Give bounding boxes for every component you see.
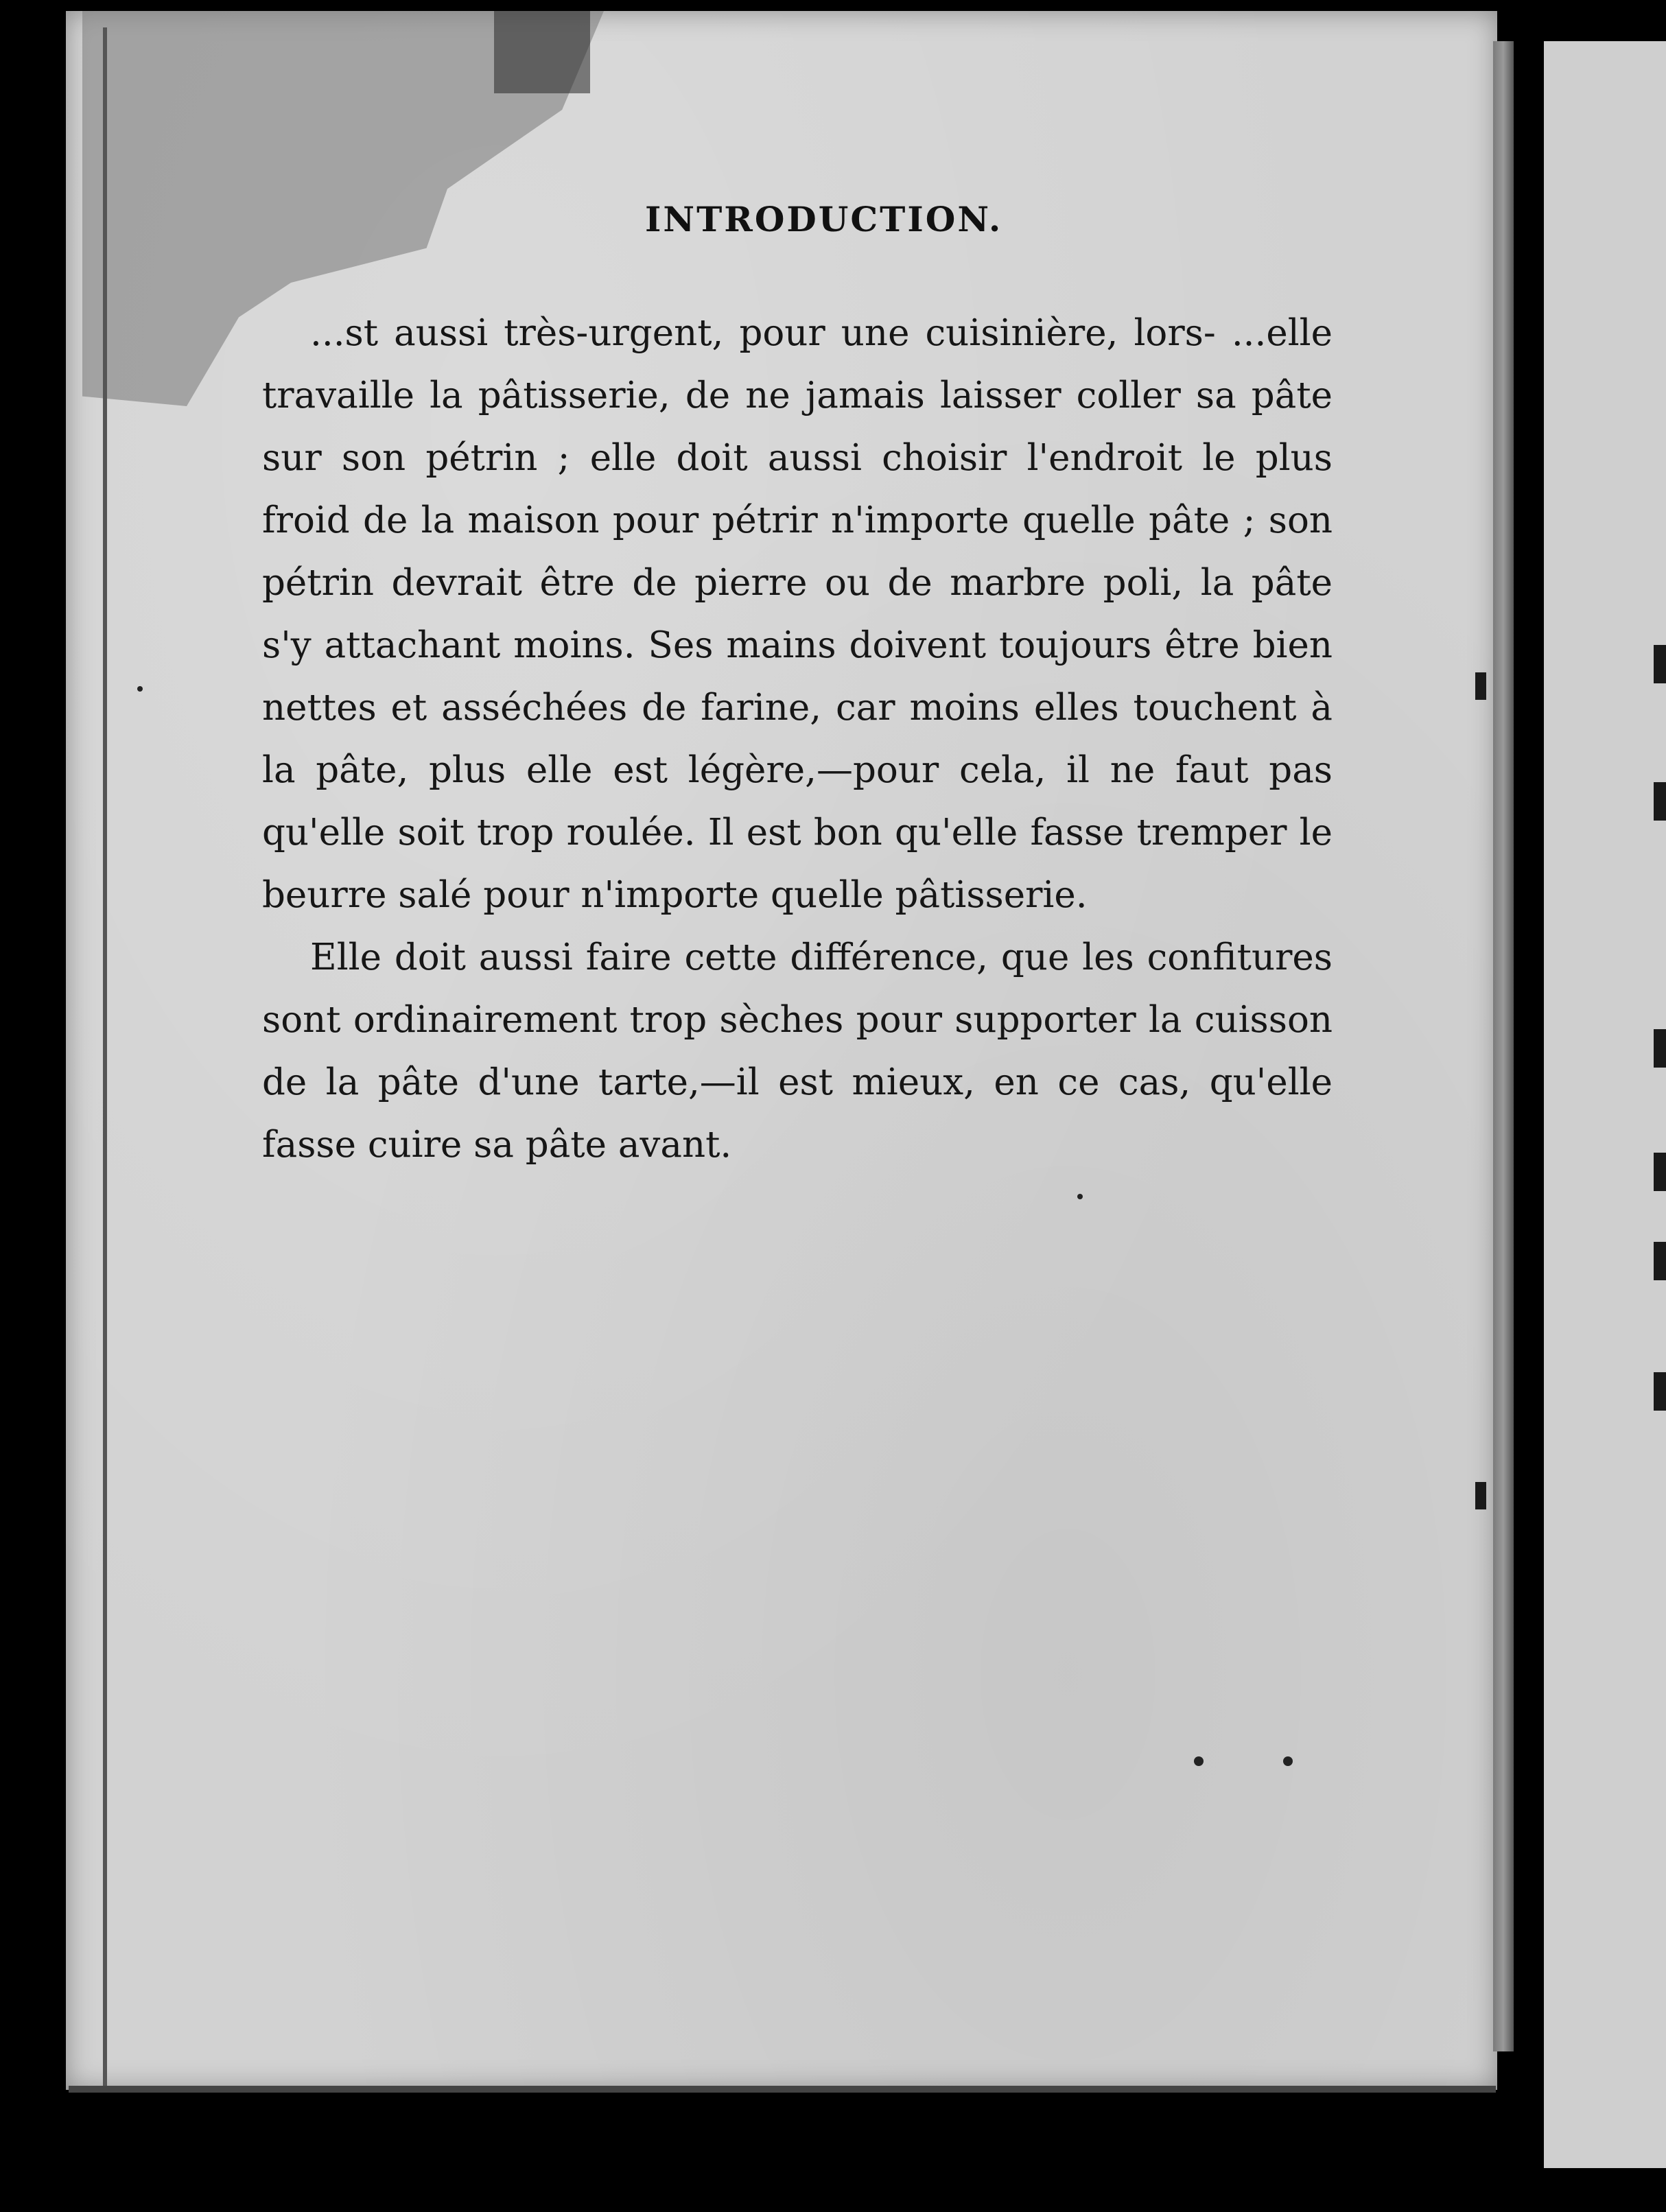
adjacent-page-mark (1654, 782, 1666, 821)
adjacent-page (1544, 41, 1666, 2168)
dust-speck (1283, 1756, 1293, 1766)
spine-mark (1475, 1482, 1486, 1509)
dust-speck (137, 686, 143, 692)
page-bottom-edge (69, 2086, 1496, 2093)
spine-mark (1475, 672, 1486, 700)
tape-top-stain (494, 11, 590, 93)
adjacent-page-mark (1654, 1153, 1666, 1191)
adjacent-page-mark (1654, 1029, 1666, 1068)
page-left-edge (103, 27, 107, 2093)
adjacent-page-mark (1654, 1242, 1666, 1280)
dust-speck (1194, 1756, 1204, 1766)
adjacent-page-mark (1654, 1372, 1666, 1411)
adjacent-page-mark (1654, 645, 1666, 683)
paragraph: ...st aussi très-urgent, pour une cuisinière, lors- ...elle travaille la pâtisserie, de ne jamais laisser coller sa pâte sur son pétrin ; elle doit aussi choisir l'endroit le plus froid de la maison pour pétrir n'importe quelle pâte ; son pétrin devrait être de pierre ou de marbre poli, la pâte s'y attachant moins. Ses mains doivent toujours être bien nettes et asséchées de farine, car moins elles touchent à la pâte, plus elle est légère,—pour cela, il ne faut pas qu'elle soit trop roulée. Il est bon qu'elle fasse tremper le beurre salé pour n'importe quelle pâtisserie. (262, 312, 1333, 916)
body-text (262, 302, 1333, 1176)
dust-speck (1077, 1194, 1083, 1199)
paragraph: Elle doit aussi faire cette différence, que les confitures sont ordinairement trop sèches pour supporter la cuisson de la pâte d'une tarte,—il est mieux, en ce cas, qu'elle fasse cuire sa pâte avant. (262, 937, 1333, 1166)
page-heading: INTRODUCTION. (645, 199, 1003, 239)
book-spine-edge (1493, 41, 1514, 2051)
